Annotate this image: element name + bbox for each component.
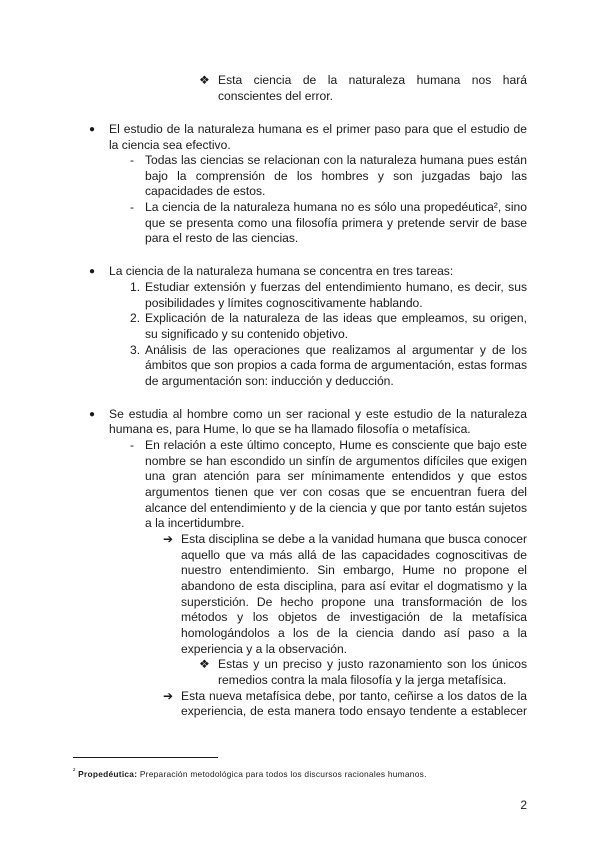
- diamond-text-line: remedios contra la mala filosofía y la jerga metafísica.: [218, 673, 507, 687]
- list-item-line: de argumentación son: inducción y deducción.: [145, 374, 394, 388]
- bullet-icon: ●: [89, 124, 96, 135]
- diamond-bullet-icon: ❖: [199, 73, 210, 87]
- bullet-icon: ●: [89, 266, 96, 277]
- list-item-line: posibilidades y límites cognoscitivamente hablando.: [145, 296, 423, 310]
- arrow-text-line: nuestro entendimiento. Sin embargo, Hume no propone el: [181, 563, 527, 577]
- list-item-line: Análisis de las operaciones que realizamos al argumentar y de los: [145, 343, 527, 357]
- footnote-text: Preparación metodológica para todos los discursos racionales humanos.: [139, 768, 427, 779]
- dash-text-line: alcance del entendimiento y de la ciencia y que por tanto están sujetos: [145, 501, 527, 515]
- bullet-text-line: La ciencia de la naturaleza humana se concentra en tres tareas:: [109, 264, 454, 278]
- dash-text-line: que se presenta como una filosofía primera y pretende servir de base: [145, 216, 527, 230]
- arrow-text-line: experiencia y a la observación.: [181, 642, 348, 656]
- bullet-text-line: Se estudia al hombre como un ser racional y este estudio de la naturaleza: [109, 407, 527, 421]
- bullet-text-line: la ciencia sea efectivo.: [109, 138, 231, 152]
- dash-text-line: para el resto de las ciencias.: [145, 231, 299, 245]
- footnote: [73, 766, 427, 780]
- list-number: 1.: [130, 280, 141, 294]
- dash-bullet-icon: -: [130, 200, 135, 214]
- list-number: 2.: [130, 311, 141, 325]
- arrow-bullet-icon: ➔: [163, 689, 174, 703]
- arrow-bullet-icon: ➔: [163, 532, 174, 546]
- list-number: 3.: [130, 343, 141, 357]
- list-item-line: su significado y su contenido objetivo.: [145, 327, 349, 341]
- dash-text-line: En relación a este último concepto, Hume es consciente que bajo este: [145, 438, 527, 452]
- dash-text-line: argumentos tienen que ver con cosas que se encuentran fuera del: [145, 485, 527, 499]
- dash-text-line: capacidades de estos.: [145, 184, 266, 198]
- list-item-line: Explicación de la naturaleza de las ideas que empleamos, su origen,: [145, 311, 527, 325]
- dash-bullet-icon: -: [130, 438, 135, 452]
- bullet-icon: ●: [89, 409, 96, 420]
- arrow-text-line: homologándolos a los de la ciencia dando así paso a la: [181, 626, 527, 640]
- diamond-bullet-icon: ❖: [199, 657, 210, 671]
- diamond-text-line: conscientes del error.: [218, 89, 333, 103]
- arrow-text-line: Esta disciplina se debe a la vanidad humana que busca conocer: [181, 532, 527, 546]
- arrow-text-line: Esta nueva metafísica debe, por tanto, ceñirse a los datos de la: [181, 689, 527, 703]
- dash-text-line: bajo la comprensión de los hombres y son juzgadas bajo las: [145, 169, 527, 183]
- arrow-text-line: experiencia, de esta manera todo ensayo tendente a establecer: [181, 704, 527, 718]
- arrow-text-line: métodos y los objetos de investigación de la metafísica: [181, 610, 527, 624]
- dash-bullet-icon: -: [130, 153, 135, 167]
- bullet-text-line: El estudio de la naturaleza humana es el primer paso para que el estudio de: [109, 122, 527, 136]
- dash-text-line: Todas las ciencias se relacionan con la naturaleza humana pues están: [145, 153, 527, 167]
- diamond-text-line: Estas y un preciso y justo razonamiento son los únicos: [218, 657, 527, 671]
- bullet-text-line: humana es, para Hume, lo que se ha llamado filosofía o metafísica.: [109, 422, 471, 436]
- dash-text-line: a la incertidumbre.: [145, 516, 245, 530]
- footnote-mark: ²: [73, 768, 76, 775]
- dash-text-line: La ciencia de la naturaleza humana no es sólo una propedéutica², sino: [145, 200, 527, 214]
- list-item-line: ámbitos que son propios a cada forma de argumentación, estas formas: [145, 358, 527, 372]
- dash-text-line: una gran atención para ser mínimamente entendidos y que estos: [145, 469, 527, 483]
- dash-text-line: nombre se han escondido un sinfín de argumentos difíciles que exigen: [145, 454, 527, 468]
- arrow-text-line: aquello que va más allá de las capacidades cognoscitivas de: [181, 548, 527, 562]
- arrow-text-line: superstición. De hecho propone una transformación de los: [181, 595, 527, 609]
- list-item-line: Estudiar extensión y fuerzas del entendimiento humano, es decir, sus: [145, 280, 527, 294]
- footnote-divider: [73, 757, 218, 758]
- diamond-text-line: Esta ciencia de la naturaleza humana nos hará: [218, 73, 527, 87]
- page-number: 2: [520, 798, 527, 812]
- arrow-text-line: abandono de esta disciplina, para así evitar el dogmatismo y la: [181, 579, 527, 593]
- footnote-term: Propedéutica:: [78, 768, 138, 779]
